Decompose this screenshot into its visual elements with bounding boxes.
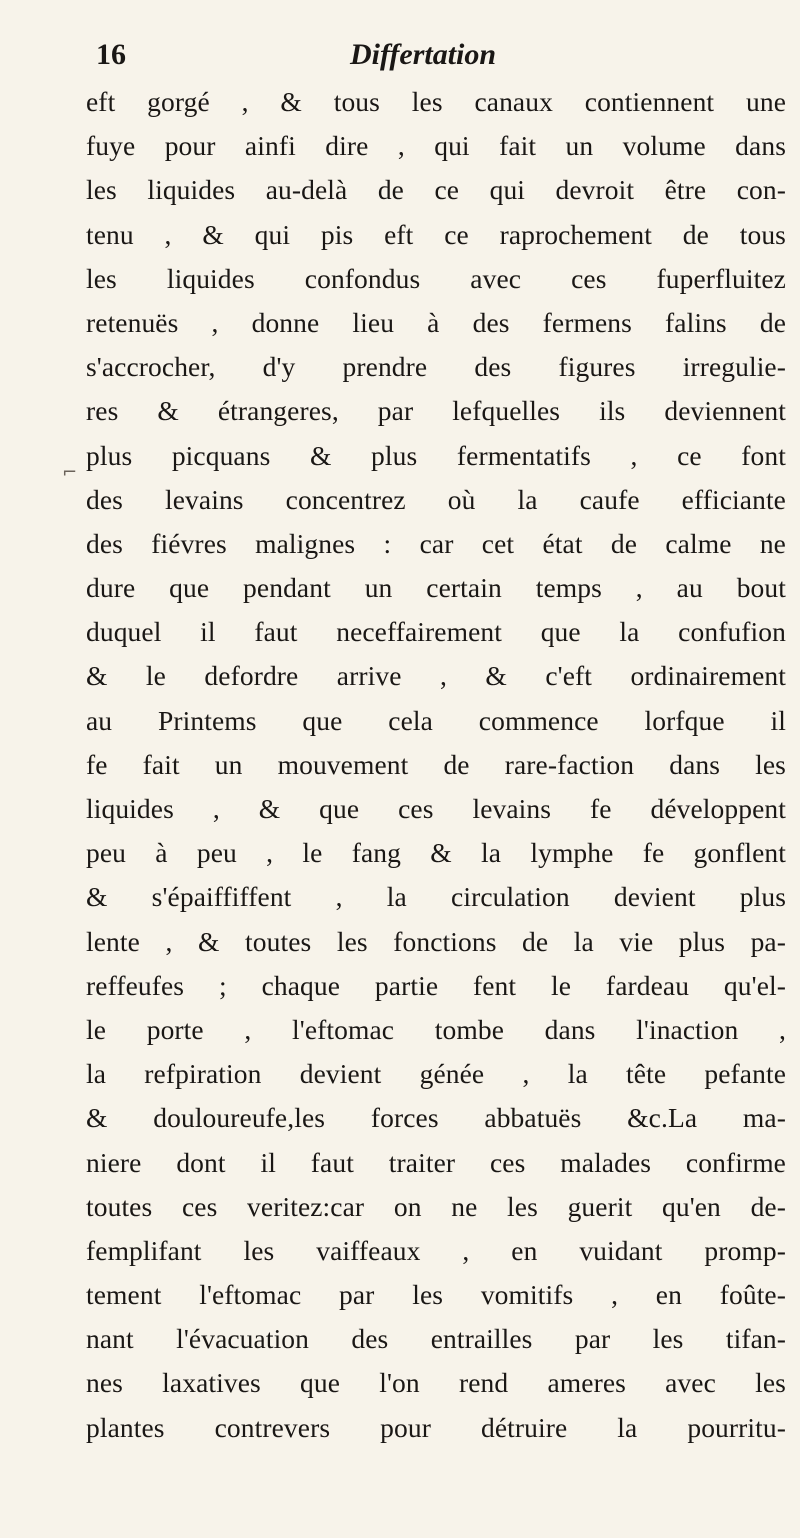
text-line: la refpiration devient génée , la tête pefante [86, 1058, 786, 1090]
text-line: tenu , & qui pis eft ce raprochement de tous [86, 218, 786, 250]
text-line: liquides , & que ces levains fe développent [86, 793, 786, 824]
text-line: reffeufes ; chaque partie fent le fardeau qu'el- [86, 969, 786, 1001]
margin-mark-icon: ⌐ [62, 462, 78, 483]
text-line: & le defordre arrive , & c'eft ordinairement [86, 660, 786, 692]
text-line: toutes ces veritez:car on ne les guerit qu'en de- [86, 1190, 786, 1222]
text-line: retenuës , donne lieu à des fermens falins de [86, 306, 786, 338]
text-line: tement l'eftomac par les vomitifs , en foûte- [86, 1279, 786, 1311]
text-line: & douloureufe,les forces abbatuës &c.La ma- [86, 1102, 786, 1134]
text-line: femplifant les vaiffeaux , en vuidant promp- [86, 1234, 786, 1266]
text-line: au Printems que cela commence lorfque il [86, 704, 786, 736]
text-line: lente , & toutes les fonctions de la vie plus pa- [86, 925, 786, 957]
text-line: eft gorgé , & tous les canaux contiennent une [86, 86, 786, 117]
body-text [86, 80, 786, 1450]
page-header [86, 38, 760, 82]
text-line: duquel il faut neceffairement que la confufion [86, 616, 786, 648]
text-line: plantes contrevers pour détruire la pourritu- [86, 1411, 786, 1443]
text-line: nes laxatives que l'on rend ameres avec les [86, 1367, 786, 1399]
running-head: Differtation [349, 38, 497, 71]
text-line: le porte , l'eftomac tombe dans l'inaction , [86, 1013, 786, 1045]
text-line: fe fait un mouvement de rare-faction dans les [86, 748, 786, 780]
text-line: & s'épaiffiffent , la circulation devient plus [86, 881, 786, 913]
text-line: des levains concentrez où la caufe efficiante [86, 483, 786, 515]
text-line: res & étrangeres, par lefquelles ils deviennent [86, 395, 786, 427]
text-line: nant l'évacuation des entrailles par les tifan- [86, 1323, 786, 1355]
text-line: les liquides confondus avec ces fuperfluitez [86, 262, 786, 294]
text-line: les liquides au-delà de ce qui devroit être con- [86, 174, 786, 206]
text-line: peu à peu , le fang & la lymphe fe gonflent [86, 837, 786, 869]
page-number: 16 [96, 38, 126, 71]
text-line: fuye pour ainfi dire , qui fait un volume dans [86, 130, 786, 162]
text-line: des fiévres malignes : car cet état de calme ne [86, 527, 786, 559]
text-line: s'accrocher, d'y prendre des figures irregulie- [86, 351, 786, 383]
text-line: niere dont il faut traiter ces malades confirme [86, 1146, 786, 1178]
text-line: plus picquans & plus fermentatifs , ce font [86, 439, 786, 471]
text-line: dure que pendant un certain temps , au bout [86, 572, 786, 604]
